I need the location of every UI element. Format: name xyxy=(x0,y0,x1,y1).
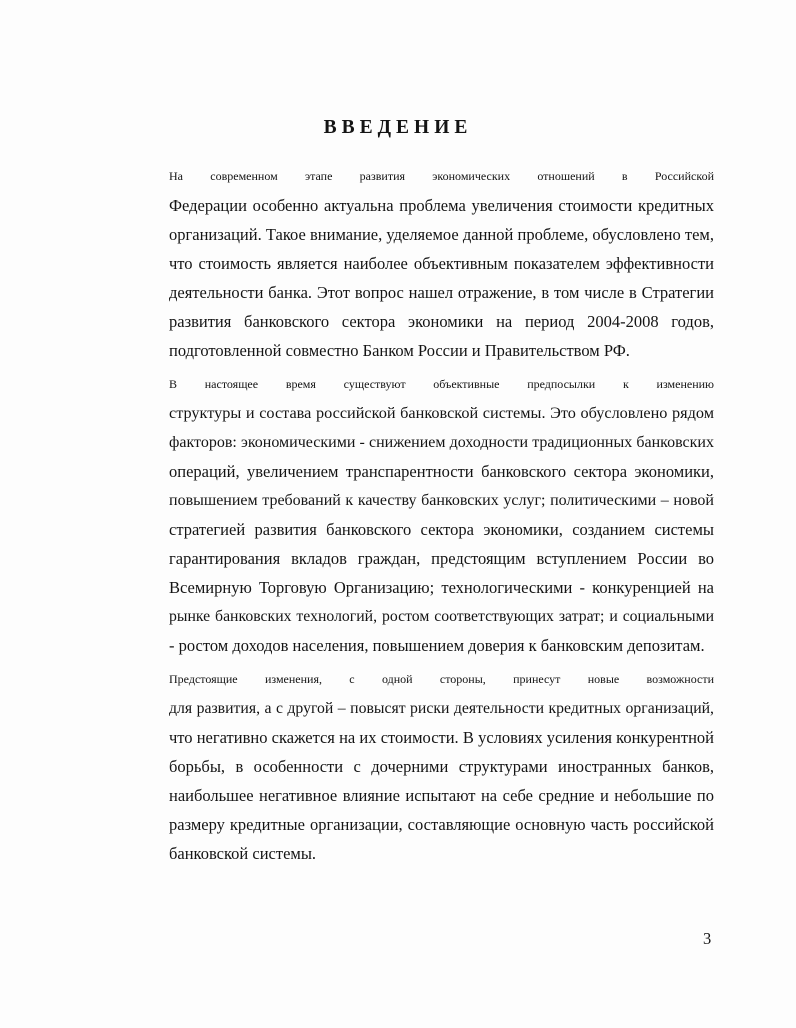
text-line: развития банковского сектора экономики на период 2004-2008 годов, xyxy=(169,312,714,331)
text-line: подготовленной совместно Банком России и Правительством РФ. xyxy=(169,341,630,360)
text-line: что негативно скажется на их стоимости. В условиях усиления конкурентной xyxy=(169,728,714,747)
text-line: банковской системы. xyxy=(169,844,317,863)
paragraph xyxy=(122,370,714,660)
paragraph xyxy=(122,665,714,868)
text-line: борьбы, в особенности с дочерними структурами иностранных банков, xyxy=(169,757,714,776)
text-line: гарантирования вкладов граждан, предстоящим вступлением России во xyxy=(169,549,714,568)
page-number: 3 xyxy=(703,929,712,948)
text-line: что стоимость является наиболее объективным показателем эффективности xyxy=(169,254,714,273)
text-line: повышением требований к качеству банковских услуг; политическими – новой xyxy=(169,492,714,509)
section-title: ВВЕДЕНИЕ xyxy=(323,117,473,138)
text-line: организаций. Такое внимание, уделяемое данной проблеме, обусловлено тем, xyxy=(169,225,714,244)
text-line: наибольшее негативное влияние испытают на себе средние и небольшие по xyxy=(169,786,714,805)
text-line: стратегией развития банковского сектора экономики, созданием системы xyxy=(169,520,714,539)
text-line: рынке банковских технологий, ростом соответствующих затрат; и социальными xyxy=(169,608,714,625)
text-line: структуры и состава российской банковской системы. Это обусловлено рядом xyxy=(169,404,714,422)
paragraph xyxy=(122,162,714,365)
text-line: В настоящее время существуют объективные предпосылки к изменению xyxy=(169,377,714,391)
text-line: - ростом доходов населения, повышением доверия к банковским депозитам. xyxy=(169,636,705,655)
text-line: На современном этапе развития экономических отношений в Российской xyxy=(169,169,714,183)
text-line: размеру кредитные организации, составляющие основную часть российской xyxy=(169,815,714,834)
text-line: Всемирную Торговую Организацию; технологическими - конкуренцией на xyxy=(169,578,714,597)
text-line: деятельности банка. Этот вопрос нашел отражение, в том числе в Стратегии xyxy=(169,283,714,302)
text-line: для развития, а с другой – повысят риски деятельности кредитных организаций, xyxy=(169,700,714,717)
text-line: операций, увеличением транспарентности банковского сектора экономики, xyxy=(169,462,714,481)
text-line: факторов: экономическими - снижением доходности традиционных банковских xyxy=(169,434,714,451)
body-text xyxy=(122,162,714,873)
text-line: Предстоящие изменения, с одной стороны, принесут новые возможности xyxy=(169,672,714,686)
text-line: Федерации особенно актуальна проблема увеличения стоимости кредитных xyxy=(169,196,714,215)
